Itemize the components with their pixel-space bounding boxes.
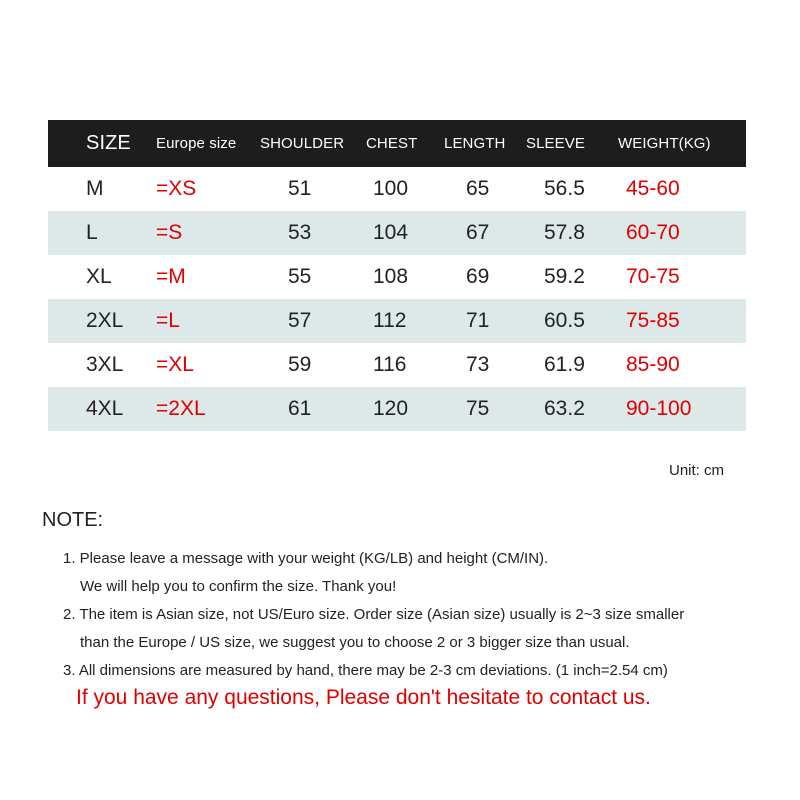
cell-weight: 75-85 bbox=[626, 309, 680, 332]
cell-shoulder: 51 bbox=[288, 177, 312, 200]
cell-shoulder: 53 bbox=[288, 221, 312, 244]
cell-chest: 112 bbox=[373, 309, 407, 332]
cell-europe-size: =M bbox=[156, 265, 186, 288]
note-title: NOTE: bbox=[42, 509, 104, 531]
table-row bbox=[48, 343, 746, 387]
cell-length: 69 bbox=[466, 265, 490, 288]
cell-chest: 120 bbox=[373, 397, 409, 420]
table-row bbox=[48, 299, 746, 343]
header-shoulder: SHOULDER bbox=[260, 135, 345, 152]
note-line: 1. Please leave a message with your weight (KG/LB) and height (CM/IN). bbox=[63, 550, 549, 567]
size-chart-table bbox=[48, 120, 746, 431]
cell-shoulder: 57 bbox=[288, 309, 312, 332]
cell-weight: 90-100 bbox=[626, 397, 692, 420]
header-europe-size: Europe size bbox=[156, 135, 237, 152]
cell-length: 73 bbox=[466, 353, 490, 376]
cell-size: 4XL bbox=[86, 397, 124, 420]
cell-weight: 60-70 bbox=[626, 221, 680, 244]
cell-weight: 70-75 bbox=[626, 265, 680, 288]
cell-europe-size: =L bbox=[156, 309, 180, 332]
cell-chest: 116 bbox=[373, 353, 407, 376]
table-row bbox=[48, 211, 746, 255]
cell-sleeve: 59.2 bbox=[544, 265, 585, 288]
cell-europe-size: =S bbox=[156, 221, 183, 244]
cell-europe-size: =XL bbox=[156, 353, 194, 376]
cell-europe-size: =2XL bbox=[156, 397, 206, 420]
header-length: LENGTH bbox=[444, 135, 506, 152]
cell-size: XL bbox=[86, 265, 112, 288]
cell-length: 71 bbox=[466, 309, 490, 332]
cell-size: L bbox=[86, 221, 98, 244]
cell-shoulder: 59 bbox=[288, 353, 312, 376]
cell-sleeve: 63.2 bbox=[544, 397, 585, 420]
header-size: SIZE bbox=[86, 132, 131, 154]
cell-sleeve: 61.9 bbox=[544, 353, 585, 376]
cell-length: 65 bbox=[466, 177, 490, 200]
cell-size: 3XL bbox=[86, 353, 124, 376]
cell-weight: 45-60 bbox=[626, 177, 680, 200]
cell-shoulder: 61 bbox=[288, 397, 312, 420]
cell-weight: 85-90 bbox=[626, 353, 680, 376]
notes-list bbox=[63, 545, 684, 685]
table-row bbox=[48, 167, 746, 211]
cell-sleeve: 57.8 bbox=[544, 221, 585, 244]
cell-length: 67 bbox=[466, 221, 490, 244]
note-line: than the Europe / US size, we suggest you to choose 2 or 3 bigger size than usual. bbox=[80, 634, 630, 651]
cell-shoulder: 55 bbox=[288, 265, 312, 288]
note-line: 3. All dimensions are measured by hand, there may be 2-3 cm deviations. (1 inch=2.54 cm) bbox=[63, 662, 668, 679]
cell-sleeve: 60.5 bbox=[544, 309, 585, 332]
table-header bbox=[48, 120, 746, 167]
header-sleeve: SLEEVE bbox=[526, 135, 585, 152]
cell-chest: 100 bbox=[373, 177, 409, 200]
cell-sleeve: 56.5 bbox=[544, 177, 585, 200]
cell-chest: 104 bbox=[373, 221, 409, 244]
cell-size: 2XL bbox=[86, 309, 124, 332]
table-row bbox=[48, 255, 746, 299]
cell-chest: 108 bbox=[373, 265, 409, 288]
header-weight: WEIGHT(KG) bbox=[618, 135, 711, 152]
unit-label: Unit: cm bbox=[668, 462, 724, 479]
contact-message: If you have any questions, Please don't hesitate to contact us. bbox=[76, 686, 651, 709]
cell-size: M bbox=[86, 177, 104, 200]
note-line: 2. The item is Asian size, not US/Euro size. Order size (Asian size) usually is 2~3 size smaller bbox=[63, 606, 685, 623]
cell-length: 75 bbox=[466, 397, 490, 420]
note-line: We will help you to confirm the size. Thank you! bbox=[80, 578, 397, 595]
header-chest: CHEST bbox=[366, 135, 418, 152]
table-row bbox=[48, 387, 746, 431]
cell-europe-size: =XS bbox=[156, 177, 197, 200]
